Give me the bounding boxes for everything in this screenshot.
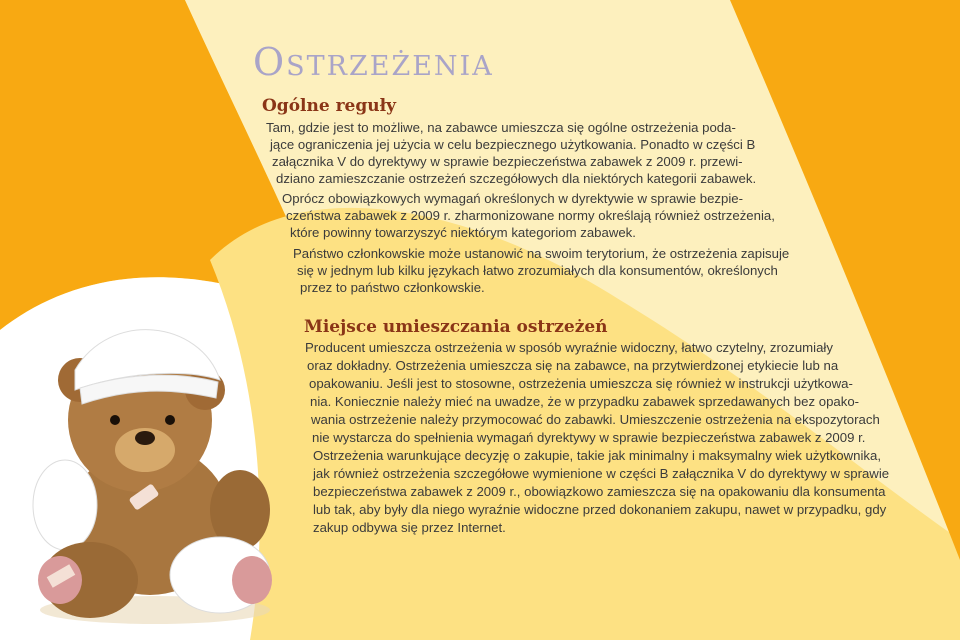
text-line: Państwo członkowskie może ustanowić na swoim terytorium, że ostrzeżenia zapisuje [293, 246, 790, 261]
text-line: się w jednym lub kilku językach łatwo zrozumiałych dla konsumentów, określonych [297, 263, 778, 278]
text-line: Producent umieszcza ostrzeżenia w sposób wyraźnie widoczny, łatwo czytelny, zrozumiały [305, 340, 833, 355]
section-heading-placement: Miejsce umieszczania ostrzeżeń [304, 317, 608, 337]
page-title: Ostrzeżenia [253, 40, 494, 84]
text-line: przez to państwo członkowskie. [300, 280, 485, 295]
text-line: lub tak, aby były dla niego wyraźnie widoczne przed dokonaniem zakupu, nawet w przypadku, gdy [313, 502, 887, 517]
text-line: nia. Koniecznie należy mieć na uwadze, że w przypadku zabawek sprzedawanych bez opako- [310, 394, 860, 409]
text-line: opakowaniu. Jeśli jest to stosowne, ostrzeżenia umieszcza się również w instrukcji użytkowa- [309, 376, 853, 391]
text-line: oraz dokładny. Ostrzeżenia umieszcza się na zabawce, na przytwierdzonej etykiecie lub na [307, 358, 839, 373]
text-line: Oprócz obowiązkowych wymagań określonych w dyrektywie w sprawie bezpie- [282, 191, 744, 206]
text-line: zakup odbywa się przez Internet. [313, 520, 506, 535]
text-line: czeństwa zabawek z 2009 r. zharmonizowane normy określają również ostrzeżenia, [286, 208, 775, 223]
section-heading-general-rules: Ogólne reguły [262, 96, 397, 116]
text-line: wania ostrzeżenie należy przymocować do zabawki. Umieszczenie ostrzeżenia na ekspozytorach [311, 412, 880, 427]
text-line: Tam, gdzie jest to możliwe, na zabawce umieszcza się ogólne ostrzeżenia poda- [266, 120, 736, 135]
text-line: nie wystarcza do spełnienia wymagań dyrektywy w sprawie bezpieczeństwa zabawek z 2009 r. [312, 430, 866, 445]
text-line: załącznika V do dyrektywy w sprawie bezpieczeństwa zabawek z 2009 r. przewi- [272, 154, 743, 169]
teddy-bear-image [20, 310, 290, 630]
text-line: które powinny towarzyszyć niektórym kategoriom zabawek. [290, 225, 636, 240]
text-line: jak również ostrzeżenia szczegółowe wymienione w części B załącznika V do dyrektywy w sprawie [313, 466, 890, 481]
text-line: bezpieczeństwa zabawek z 2009 r., obowiązkowo zamieszcza się na opakowaniu dla konsumenta [313, 484, 886, 499]
text-line: Ostrzeżenia warunkujące decyzję o zakupie, takie jak minimalny i maksymalny wiek użytkownika, [313, 448, 882, 463]
text-line: jące ograniczenia jej użycia w celu bezpiecznego użytkowania. Ponadto w części B [270, 137, 756, 152]
text-line: dziano zamieszczanie ostrzeżeń szczegółowych dla niektórych kategorii zabawek. [276, 171, 757, 186]
